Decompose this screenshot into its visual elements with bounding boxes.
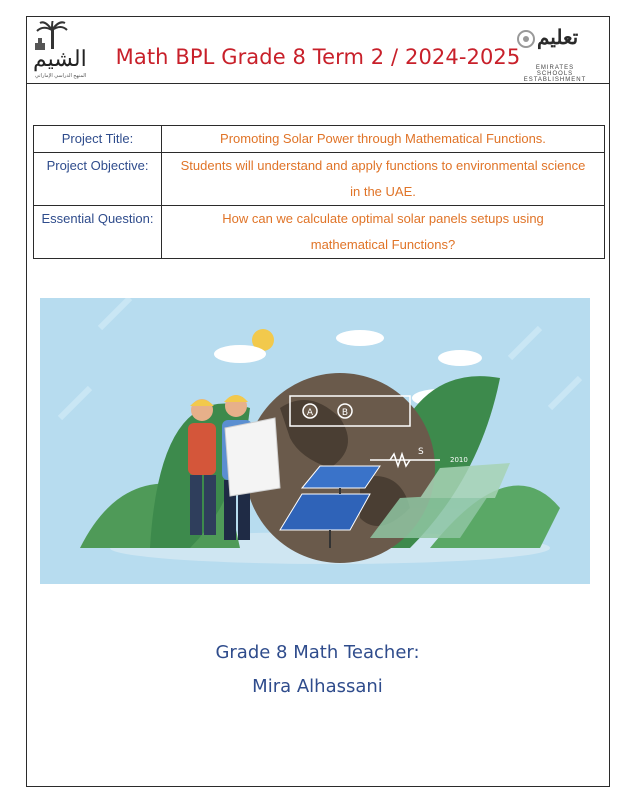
graph-year-label: 2010 bbox=[450, 456, 468, 464]
solar-illustration bbox=[40, 298, 590, 584]
ese-logo-text: تعليم bbox=[537, 25, 579, 49]
ese-emblem-icon bbox=[515, 29, 537, 49]
ese-logo-subtext: EMIRATES SCHOOLS ESTABLISHMENT bbox=[523, 65, 587, 83]
table-row bbox=[34, 126, 605, 153]
essential-question-value: How can we calculate optimal solar panels setups using mathematical Functions? bbox=[162, 206, 605, 259]
page-header bbox=[27, 17, 609, 84]
project-objective-label: Project Objective: bbox=[34, 153, 162, 206]
school-logo-text: الشيم bbox=[33, 47, 87, 72]
school-logo-subtext: المنهج الدراسي الإماراتي bbox=[35, 73, 87, 79]
ese-logo bbox=[515, 23, 593, 83]
table-row bbox=[34, 206, 605, 259]
blueprint-paper bbox=[225, 418, 280, 496]
project-info-table bbox=[33, 125, 605, 259]
project-title-value: Promoting Solar Power through Mathematical Functions. bbox=[162, 126, 605, 153]
circuit-label-b: B bbox=[341, 408, 349, 418]
project-title-label: Project Title: bbox=[34, 126, 162, 153]
table-row bbox=[34, 153, 605, 206]
circuit-label-a: A bbox=[306, 408, 314, 418]
document-title: Math BPL Grade 8 Term 2 / 2024-2025 bbox=[115, 45, 521, 69]
project-objective-value: Students will understand and apply functions to environmental science in the UAE. bbox=[162, 153, 605, 206]
essential-question-label: Essential Question: bbox=[34, 206, 162, 259]
teacher-role: Grade 8 Math Teacher: bbox=[215, 642, 420, 663]
teacher-name: Mira Alhassani bbox=[252, 676, 383, 697]
circuit-label-s: S bbox=[418, 447, 424, 457]
